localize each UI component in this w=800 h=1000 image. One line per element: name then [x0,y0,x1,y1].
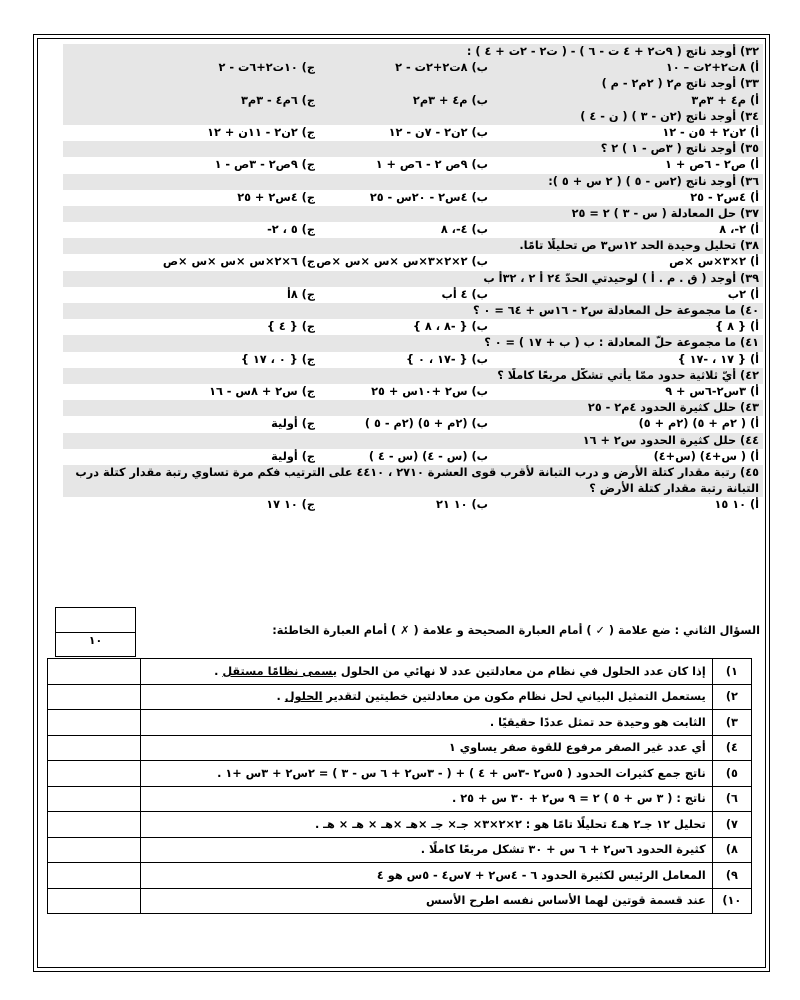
question-options [63,384,763,400]
question-options [63,416,763,432]
option-c[interactable]: ج) ١٠ت٢+٦ت - ٢ [218,61,315,75]
statement-text: كثيرة الحدود ٦س٢ + ٦ س + ٣٠ تشكل مربعًا كاملًا . [141,837,713,863]
question-stem: ٤٢) أيّ ثلاثية حدود ممّا يأتي تشكّل مربعًا كاملًا ؟ [63,368,763,384]
item-number: ٨) [712,837,751,863]
question-stem: ٣٢) أوجد ناتج ( ٩ت٢ + ٤ ت - ٦ ) - ( ت٢ - ٢ت + ٤ ) : [63,44,763,60]
option-c[interactable]: ج) { ٤ } [266,320,315,334]
question-stem: ٣٦) أوجد ناتج (٢س - ٥ ) ( ٢ س + ٥ ): [63,174,763,190]
table-row [48,761,752,787]
question-options [63,125,763,141]
option-b[interactable]: ب) (٢م + ٥) (٢م - ٥ ) [364,417,488,431]
option-b[interactable]: ب) ٨ت٢+٢ت - ٢ [395,61,488,75]
question-stem: ٣٥) أوجد ناتج ( ٣ص - ١ ) ٢ ؟ [63,141,763,157]
option-a[interactable]: أ) ٢ن٢ + ٥ن - ١٢ [662,125,759,139]
option-c[interactable]: ج) ٨أ [286,287,315,301]
question-options [63,157,763,173]
option-a[interactable]: أ) { ١٧ ، -١٧ } [677,352,759,366]
answer-cell[interactable] [48,863,141,889]
question-stem: ٤٣) حلل كثيرة الحدود ٤م٢ - ٢٥ [63,400,763,416]
option-b[interactable]: ب) ٤س٢ - ٢٠س - ٢٥ [369,190,488,204]
question-stem: ٣٣) أوجد ناتج م٢ ( ٢م٢ - م ) [63,76,763,92]
question-stem: ٤٥) رتبة مقدار كتلة الأرض و درب التبانة لأقرب قوى العشرة ٢٧١٠ ، ٤٤١٠ على الترتيب فكم مرة تساوي رتبة مقدار كتلة درب التبانة رتبة مقدار كتلة الأرض ؟ [63,465,763,497]
answer-cell[interactable] [48,786,141,812]
option-c[interactable]: ج) ٢ن٢ - ١١ن + ١٢ [207,125,315,139]
table-row [48,837,752,863]
answer-cell[interactable] [48,812,141,838]
item-number: ٩) [712,863,751,889]
answer-cell[interactable] [48,659,141,685]
question-options [63,222,763,238]
table-row [48,863,752,889]
item-number: ١٠) [712,888,751,914]
item-number: ٥) [712,761,751,787]
score-divider [56,632,135,633]
answer-cell[interactable] [48,735,141,761]
option-a[interactable]: أ) ص٢ - ٦ص + ١ [665,158,759,172]
option-a[interactable]: أ) ( ٢م + ٥) (٢م + ٥) [638,417,759,431]
option-c[interactable]: ج) { ٠ ، ١٧ } [240,352,315,366]
item-number: ٢) [712,684,751,710]
option-b[interactable]: ب) ٢ن٢ - ٧ن - ١٢ [388,125,488,139]
option-b[interactable]: ب) { -٨ ، ٨ } [412,320,488,334]
option-c[interactable]: ج) س٢ + ٨س - ١٦ [209,384,315,398]
statement-text: أي عدد غير الصفر مرفوع للقوة صفر يساوي ١ [141,735,713,761]
question-stem: ٤٠) ما مجموعة حل المعادلة س٢ - ١٦س + ٦٤ = ٠ ؟ [63,303,763,319]
question-options [63,190,763,206]
statement-text: تحليل ١٢ جـ٢ هـ٤ تحليلًا تامًا هو : ٢×٢×٣× جـ× جـ ×هـ ×هـ × هـ × هـ . [141,812,713,838]
answer-cell[interactable] [48,761,141,787]
statement-text: إذا كان عدد الحلول في نظام من معادلتين عدد لا نهائي من الحلول يسمى نظامًا مستقل . [141,659,713,685]
option-b[interactable]: ب) { -١٧ ، ٠ } [406,352,488,366]
option-a[interactable]: أ) ٣س٢-٦س + ٩ [665,384,759,398]
statement-text: الثابت هو وحيدة حد تمثل عددًا حقيقيًا . [141,710,713,736]
option-c[interactable]: ج) ٥ ، ٢- [267,223,315,237]
option-a[interactable]: أ) ٢-، ٨ [719,223,759,237]
option-b[interactable]: ب) ٩ص ٢ - ٦ص + ١ [375,158,488,172]
statement-text: يستعمل التمثيل البياني لحل نظام مكون من معادلتين خطيتين لتقدير الحلول . [141,684,713,710]
option-a[interactable]: أ) { ٨ } [715,320,759,334]
item-number: ٤) [712,735,751,761]
table-row [48,812,752,838]
score-value: ١٠ [88,634,103,647]
question-stem: ٣٧) حل المعادلة ( س - ٣ ) ٢ = ٢٥ [63,206,763,222]
option-b[interactable]: ب) س٢ +١٠س + ٢٥ [371,384,488,398]
option-a[interactable]: أ) ٨ت٢+٢ت – ١٠ [665,61,759,75]
true-false-table [47,658,752,914]
table-row [48,888,752,914]
question-options [63,287,763,303]
option-c[interactable]: ج) ٩ص٢ - ٣ص - ١ [214,158,315,172]
question-stem: ٣٩) أوجد ( ق . م . أ ) لوحيدتي الحدّ ٢٤ أ ٢ ، ٣٢أ ب [63,271,763,287]
option-c[interactable]: ج) ٦م٤ - ٣م٣ [241,93,315,107]
option-c[interactable]: ج) ١٠ ١٧ [266,497,315,511]
table-row [48,710,752,736]
option-b[interactable]: ب) ١٠ ٢١ [436,497,488,511]
statement-text: المعامل الرئيس لكثيرة الحدود ٦ - ٤س٢ + ٧س٤ - ٥س هو ٤ [141,863,713,889]
option-a[interactable]: أ) ٤س٢ - ٢٥ [690,190,759,204]
option-a[interactable]: أ) ١٠ ١٥ [714,497,759,511]
item-number: ٦) [712,786,751,812]
item-number: ١) [712,659,751,685]
option-b[interactable]: ب) م٤ + ٣م٢ [412,93,488,107]
option-c[interactable]: ج) ٤س٢ + ٢٥ [237,190,315,204]
option-a[interactable]: أ) ٢ب [727,287,759,301]
option-a[interactable]: أ) ٢×٣×س ×ص [669,255,759,269]
option-b[interactable]: ب) (س - ٤) (س - ٤ ) [368,449,488,463]
answer-cell[interactable] [48,684,141,710]
item-number: ٧) [712,812,751,838]
table-row [48,684,752,710]
section-title: السؤال الثاني : ضع علامة ( ✓ ) أمام العبارة الصحيحة و علامة ( ✗ ) أمام العبارة الخاطئة: [272,624,760,637]
question-stem: ٤١) ما مجموعة حلّ المعادلة : ب ( ب + ١٧ ) = ٠ ؟ [63,335,763,351]
question-stem: ٤٤) حلل كثيرة الحدود س٢ + ١٦ [63,433,763,449]
answer-cell[interactable] [48,837,141,863]
question-options [63,497,763,513]
option-a[interactable]: أ) ( س+٤) (س+٤) [653,449,759,463]
table-row [48,786,752,812]
multiple-choice-section [63,44,763,513]
question-options [63,449,763,465]
option-c[interactable]: ج) أولية [271,449,315,463]
statement-text: ناتج : ( ٣ س + ٥ ) ٢ = ٩ س٢ + ٣٠ س + ٢٥ . [141,786,713,812]
question-stem: ٣٨) تحليل وحيدة الحد ١٢س٣ ص تحليلًا تامًا. [63,238,763,254]
answer-cell[interactable] [48,710,141,736]
option-b[interactable]: ب) ٢×٢×٣×س ×س ×س ×ص [316,255,488,269]
question-options [63,254,763,270]
question-options [63,319,763,335]
option-c[interactable]: ج) ٦×٢×س ×س ×س ×ص [162,255,315,269]
question-options [63,352,763,368]
option-b[interactable]: ب) ٤ أب [441,287,488,301]
question-stem: ٣٤) أوجد ناتج (٢ن - ٣ ) ( ن - ٤ ) [63,109,763,125]
answer-cell[interactable] [48,888,141,914]
statement-text: عند قسمة قوتين لهما الأساس نفسه اطرح الأسس [141,888,713,914]
question-options [63,60,763,76]
option-a[interactable]: أ) م٤ + ٣م٣ [691,93,759,107]
question-options [63,93,763,109]
option-c[interactable]: ج) أولية [271,417,315,431]
item-number: ٣) [712,710,751,736]
option-b[interactable]: ب) ٤-، ٨ [440,223,488,237]
statement-text: ناتج جمع كثيرات الحدود ( ٥س٢ -٣س + ٤ ) + ( - ٣س٢ + ٦ س - ٣ ) = ٢س٢ + ٣س +١ . [141,761,713,787]
table-row [48,659,752,685]
table-row [48,735,752,761]
score-box [55,607,136,657]
